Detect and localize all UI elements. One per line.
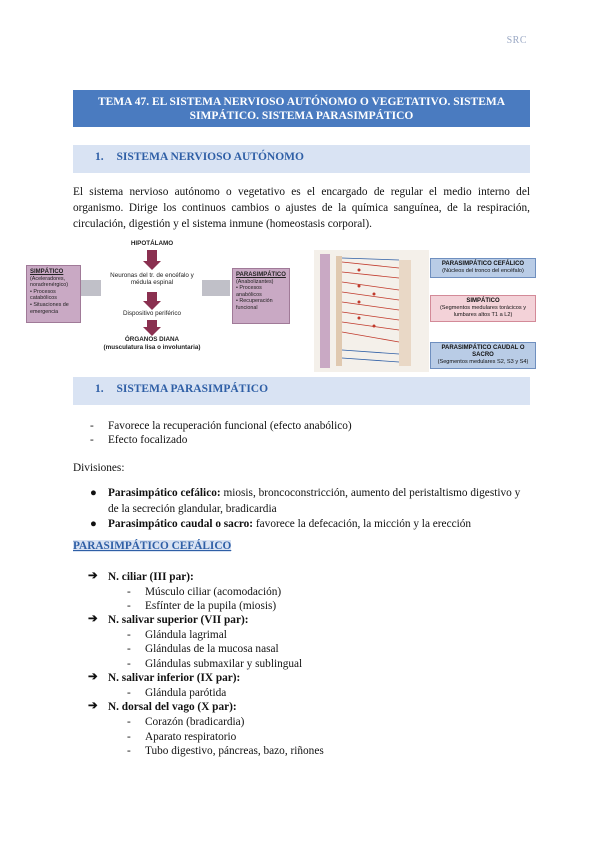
arrow-right-icon: ➔ xyxy=(88,671,98,683)
arrow-down-icon xyxy=(147,320,157,328)
spinal-cord-graphic xyxy=(314,250,429,372)
nerve-target: - Aparato respiratorio xyxy=(145,730,236,744)
diagram-center-label: Neuronas del tr. de encéfalo y médula espinal xyxy=(110,272,194,286)
section-heading-parasympathetic xyxy=(73,377,530,405)
box-title: SIMPÁTICO xyxy=(466,298,500,304)
nerve-item xyxy=(88,613,249,627)
sympathetic-sub: (Aceleradores, noradrenérgico) xyxy=(30,275,69,289)
bullet-icon: ● xyxy=(90,487,97,499)
nerve-target: - Corazón (bradicardia) xyxy=(145,715,244,729)
nerve-item xyxy=(88,570,194,584)
nerve-target: - Tubo digestivo, páncreas, bazo, riñones xyxy=(145,744,324,758)
arrow-right-icon xyxy=(81,280,101,296)
section-heading-sna xyxy=(73,145,530,173)
nerve-item xyxy=(88,671,241,685)
nerve-target: - Músculo ciliar (acomodación) xyxy=(145,585,281,599)
sympathetic-title: SIMPÁTICO xyxy=(30,269,64,275)
parasympathetic-sub: (Anabolizantes) xyxy=(236,278,274,285)
division-text: favorece la defecación, la micción y la erección xyxy=(253,518,472,530)
division-item xyxy=(90,517,528,533)
feature-item: - Favorece la recuperación funcional (efecto anabólico) xyxy=(108,419,352,433)
section-label: SISTEMA NERVIOSO AUTÓNOMO xyxy=(116,151,304,163)
division-item xyxy=(90,486,528,517)
parasympathetic-box: PARASIMPÁTICO (Anabolizantes) • Procesos anabólicos • Recuperación funcional xyxy=(232,268,290,324)
parasympathetic-item: Recuperación funcional xyxy=(236,298,273,311)
box-sub: (Segmentos medulares S2, S3 y S4) xyxy=(437,359,529,365)
section-number: 1. xyxy=(95,151,104,163)
arrow-right-icon: ➔ xyxy=(88,700,98,712)
parasympathetic-item: Procesos anabólicos xyxy=(236,285,262,298)
divisions-label: Divisiones: xyxy=(73,462,125,474)
arrow-down-icon xyxy=(147,250,157,262)
sympathetic-item: Procesos catabólicos xyxy=(30,288,57,302)
box-title: PARASIMPÁTICO CEFÁLICO xyxy=(441,261,525,267)
box-sub: (Segmentos medulares torácicos y lumbares altos T1 a L2) xyxy=(439,305,527,318)
spinal-diagram xyxy=(310,250,530,372)
cephalic-heading: PARASIMPÁTICO CEFÁLICO xyxy=(73,540,232,552)
sympathetic-segments-box xyxy=(430,295,536,322)
arrow-right-icon: ➔ xyxy=(88,570,98,582)
nerve-target: - Glándulas submaxilar y sublingual xyxy=(145,657,302,671)
diagram-target-label: ÓRGANOS DIANA xyxy=(124,336,180,343)
nerve-name: N. salivar inferior (IX par): xyxy=(108,672,241,684)
nerve-name: N. dorsal del vago (X par): xyxy=(108,701,237,713)
box-title: PARASIMPÁTICO CAUDAL O SACRO xyxy=(441,345,525,358)
section-label: SISTEMA PARASIMPÁTICO xyxy=(116,383,269,395)
nerve-target: - Glándulas de la mucosa nasal xyxy=(145,642,279,656)
sympathetic-box: SIMPÁTICO (Aceleradores, noradrenérgico) • Procesos catabólicos • Situaciones de emergencia xyxy=(26,265,81,323)
section-number: 1. xyxy=(95,383,104,395)
parasympathetic-sacral-box xyxy=(430,342,536,369)
diagram-middle-label: Dispositivo periférico xyxy=(122,310,182,317)
header-initials: SRC xyxy=(506,35,527,46)
spinal-cord-illustration xyxy=(314,250,429,372)
intro-paragraph: El sistema nervioso autónomo o vegetativo es el encargado de regular el medio interno del organismo. Dirige los continuos cambios o ajustes de la química sanguínea, de la respiración, circulación, digestión y el sistema inmune (homeostasis corporal). xyxy=(73,186,530,230)
division-name: Parasimpático caudal o sacro: xyxy=(108,518,254,530)
box-sub: (Núcleos del tronco del encéfalo) xyxy=(442,268,524,274)
bullet-icon: ● xyxy=(90,518,97,530)
sna-diagram xyxy=(22,240,286,360)
nerve-target: - Glándula lagrimal xyxy=(145,628,227,642)
diagram-target-sub: (musculatura lisa o involuntaria) xyxy=(103,344,201,351)
sympathetic-item: Situaciones de emergencia xyxy=(30,301,69,315)
nerve-name: N. salivar superior (VII par): xyxy=(108,614,249,626)
parasympathetic-cephalic-box xyxy=(430,258,536,278)
division-text: miosis, broncoconstricción, aumento del peristaltismo digestivo y de la secreción glandular, bradicardia xyxy=(108,487,521,515)
nerve-name: N. ciliar (III par): xyxy=(108,571,194,583)
parasympathetic-title: PARASIMPÁTICO xyxy=(236,272,286,278)
nerve-item xyxy=(88,700,237,714)
arrow-left-icon xyxy=(202,280,230,296)
nerve-target: - Glándula parótida xyxy=(145,686,226,700)
diagram-hypothalamus-label: HIPOTÁLAMO xyxy=(130,240,174,247)
page-title: TEMA 47. EL SISTEMA NERVIOSO AUTÓNOMO O VEGETATIVO. SISTEMA SIMPÁTICO. SISTEMA PARASIMPÁTICO xyxy=(73,90,530,127)
feature-item: - Efecto focalizado xyxy=(108,433,187,447)
arrow-down-icon xyxy=(147,292,157,302)
arrow-right-icon: ➔ xyxy=(88,613,98,625)
division-name: Parasimpático cefálico: xyxy=(108,487,221,499)
nerve-target: - Esfínter de la pupila (miosis) xyxy=(145,599,276,613)
